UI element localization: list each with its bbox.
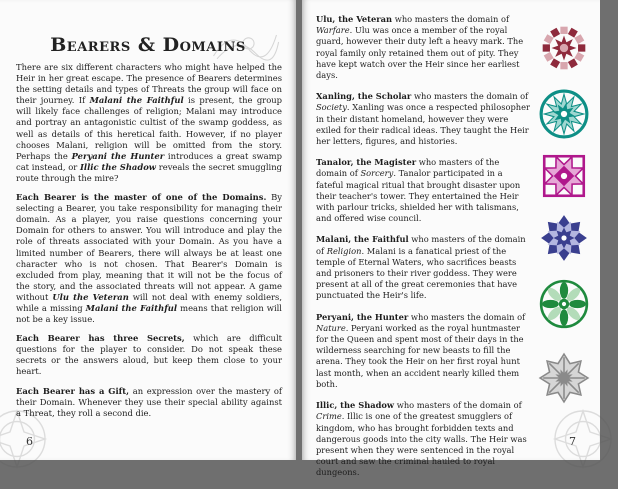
bearer-domain: Society	[316, 102, 347, 113]
lead-phrase: Each Bearer has a Gift,	[16, 385, 130, 396]
paragraph-text: By selecting a Bearer, you take responsibility for managing their domain. As a player, you raise questions concerning your Domain for others to answer. You will introduce and play the role of threats associated with your Domain. As you have a limited number of Bearers, there will always be at least one character who is not chosen. That Bearer's Domain is excluded from play, meaning that it will not be the focus of the story, and the associated threats will not appear. A game without	[16, 192, 282, 302]
left-page	[0, 0, 296, 460]
bearer-intro: who masters of the domain of	[316, 157, 500, 179]
bearer-entry	[316, 157, 531, 224]
nature-emblem-icon	[538, 278, 590, 330]
page-number-right: 7	[569, 435, 576, 448]
page-title: Bearers & Domains	[50, 34, 246, 56]
bearer-domain: Warfare	[316, 25, 350, 36]
sorcery-emblem-icon	[538, 150, 590, 202]
bearer-name: Ulu, the Veteran	[316, 14, 393, 24]
bearer-domain: Nature	[316, 322, 346, 333]
bearer-description: . Tanalor participated in a fateful magical ritual that brought disaster upon their teacher's tower. They entertained the Heir with parlour tricks, shielded her with talismans, and offered wise council.	[316, 168, 521, 224]
bearer-intro: who masters of the domain of	[394, 400, 522, 411]
bearer-domain: Sorcery	[360, 168, 394, 179]
paragraph-text: There are six different characters who might have helped the Heir in her great escape. The presence of Bearers determines the setting details and types of Threats the group will face on their journey. If	[16, 62, 282, 106]
bearer-entry	[316, 91, 531, 147]
bearer-intro: who masters the domain of	[392, 14, 510, 24]
paragraph-text: introduces a great swamp cat instead, or	[16, 150, 282, 172]
bearer-domain: Crime	[316, 411, 342, 422]
emphasized-name: Malani the Faithful	[85, 302, 178, 313]
bearer-intro: who masters the domain of	[411, 91, 529, 102]
corner-ornament-icon	[548, 404, 618, 474]
emphasized-name: Peryani the Hunter	[71, 150, 165, 161]
bearer-domain: Religion	[326, 245, 362, 256]
paragraph-text: means that religion will not be a key issue.	[16, 302, 282, 325]
bearer-description: . Ulu was once a member of the royal guard, however their duty left a heavy mark. The royal family only retained them out of pity. They have kept watch over the Heir since her earliest days.	[316, 25, 524, 81]
paragraph-text: which are difficult questions for the player to consider. Do not speak these secrets or the answers aloud, but keep them close to your heart.	[16, 333, 283, 377]
society-emblem-icon	[538, 88, 590, 140]
left-page-body	[16, 62, 282, 427]
bearer-description: . Xanling was once a respected philosopher in their distant homeland, however they were exiled for their radical ideas. They taught the Heir her letters, figures, and histories.	[316, 102, 530, 147]
bearer-intro: who masters of the domain of	[316, 234, 526, 256]
bearer-list	[316, 14, 531, 489]
body-paragraph	[16, 192, 282, 325]
body-paragraph	[16, 386, 282, 419]
bearer-entry	[316, 400, 531, 478]
bearer-entry	[316, 14, 531, 81]
bearer-description: . Peryani worked as the royal huntmaster for the Queen and spent most of their days in the wilderness searching for new beasts to fill the arena. They took the Heir on her first royal hunt last month, when an accident nearly killed them both.	[316, 322, 524, 389]
bearer-description: . Malani is a fanatical priest of the temple of Eternal Waters, who sacrifices beasts and prisoners to their river goddess. They were present at all of the great ceremonies that have punctuated the Heir's life.	[316, 245, 518, 301]
bearer-name: Illic, the Shadow	[316, 400, 395, 411]
bearer-description: . Illic is one of the greatest smugglers of kingdom, who has brought forbidden texts and dangerous goods into the city walls. The Heir was present when they were sentenced in the royal court and saw the criminal hauled to royal dungeons.	[316, 411, 527, 478]
bearer-name: Xanling, the Scholar	[316, 91, 412, 102]
lead-phrase: Each Bearer is the master of one of the Domains.	[16, 192, 267, 203]
emphasized-name: Malani the Faithful	[89, 95, 184, 106]
religion-emblem-icon	[538, 212, 590, 264]
bearer-name: Tanalor, the Magister	[316, 157, 417, 168]
bearer-name: Malani, the Faithful	[316, 234, 409, 245]
body-paragraph	[16, 62, 282, 184]
crime-emblem-icon	[538, 352, 590, 404]
emphasized-name: Ulu the Veteran	[52, 291, 129, 302]
bearer-entry	[316, 312, 531, 390]
page-number-left: 6	[26, 435, 33, 448]
bearer-intro: who masters the domain of	[408, 311, 526, 322]
lead-phrase: Each Bearer has three Secrets,	[16, 333, 185, 344]
paragraph-text: reveals the secret smuggling route through the mire?	[16, 161, 282, 183]
paragraph-text: an expression over the mastery of their Domain. Whenever they use their special ability against a Threat, they roll a second die.	[16, 385, 283, 418]
emphasized-name: Illic the Shadow	[79, 161, 157, 172]
bearer-name: Peryani, the Hunter	[316, 311, 409, 322]
warfare-emblem-icon	[538, 22, 590, 74]
body-paragraph	[16, 333, 282, 377]
bearer-entry	[316, 234, 531, 301]
right-page	[302, 0, 600, 478]
paragraph-text: will not deal with enemy soldiers, while a missing	[16, 291, 282, 313]
paragraph-text: is present, the group will likely face challenges of religion; Malani may introduce and portray an antagonistic cultist of the swamp goddess, as well as details of this heretical faith. However, if no player chooses Malani, religion will be omitted from the story. Perhaps the	[16, 95, 282, 161]
